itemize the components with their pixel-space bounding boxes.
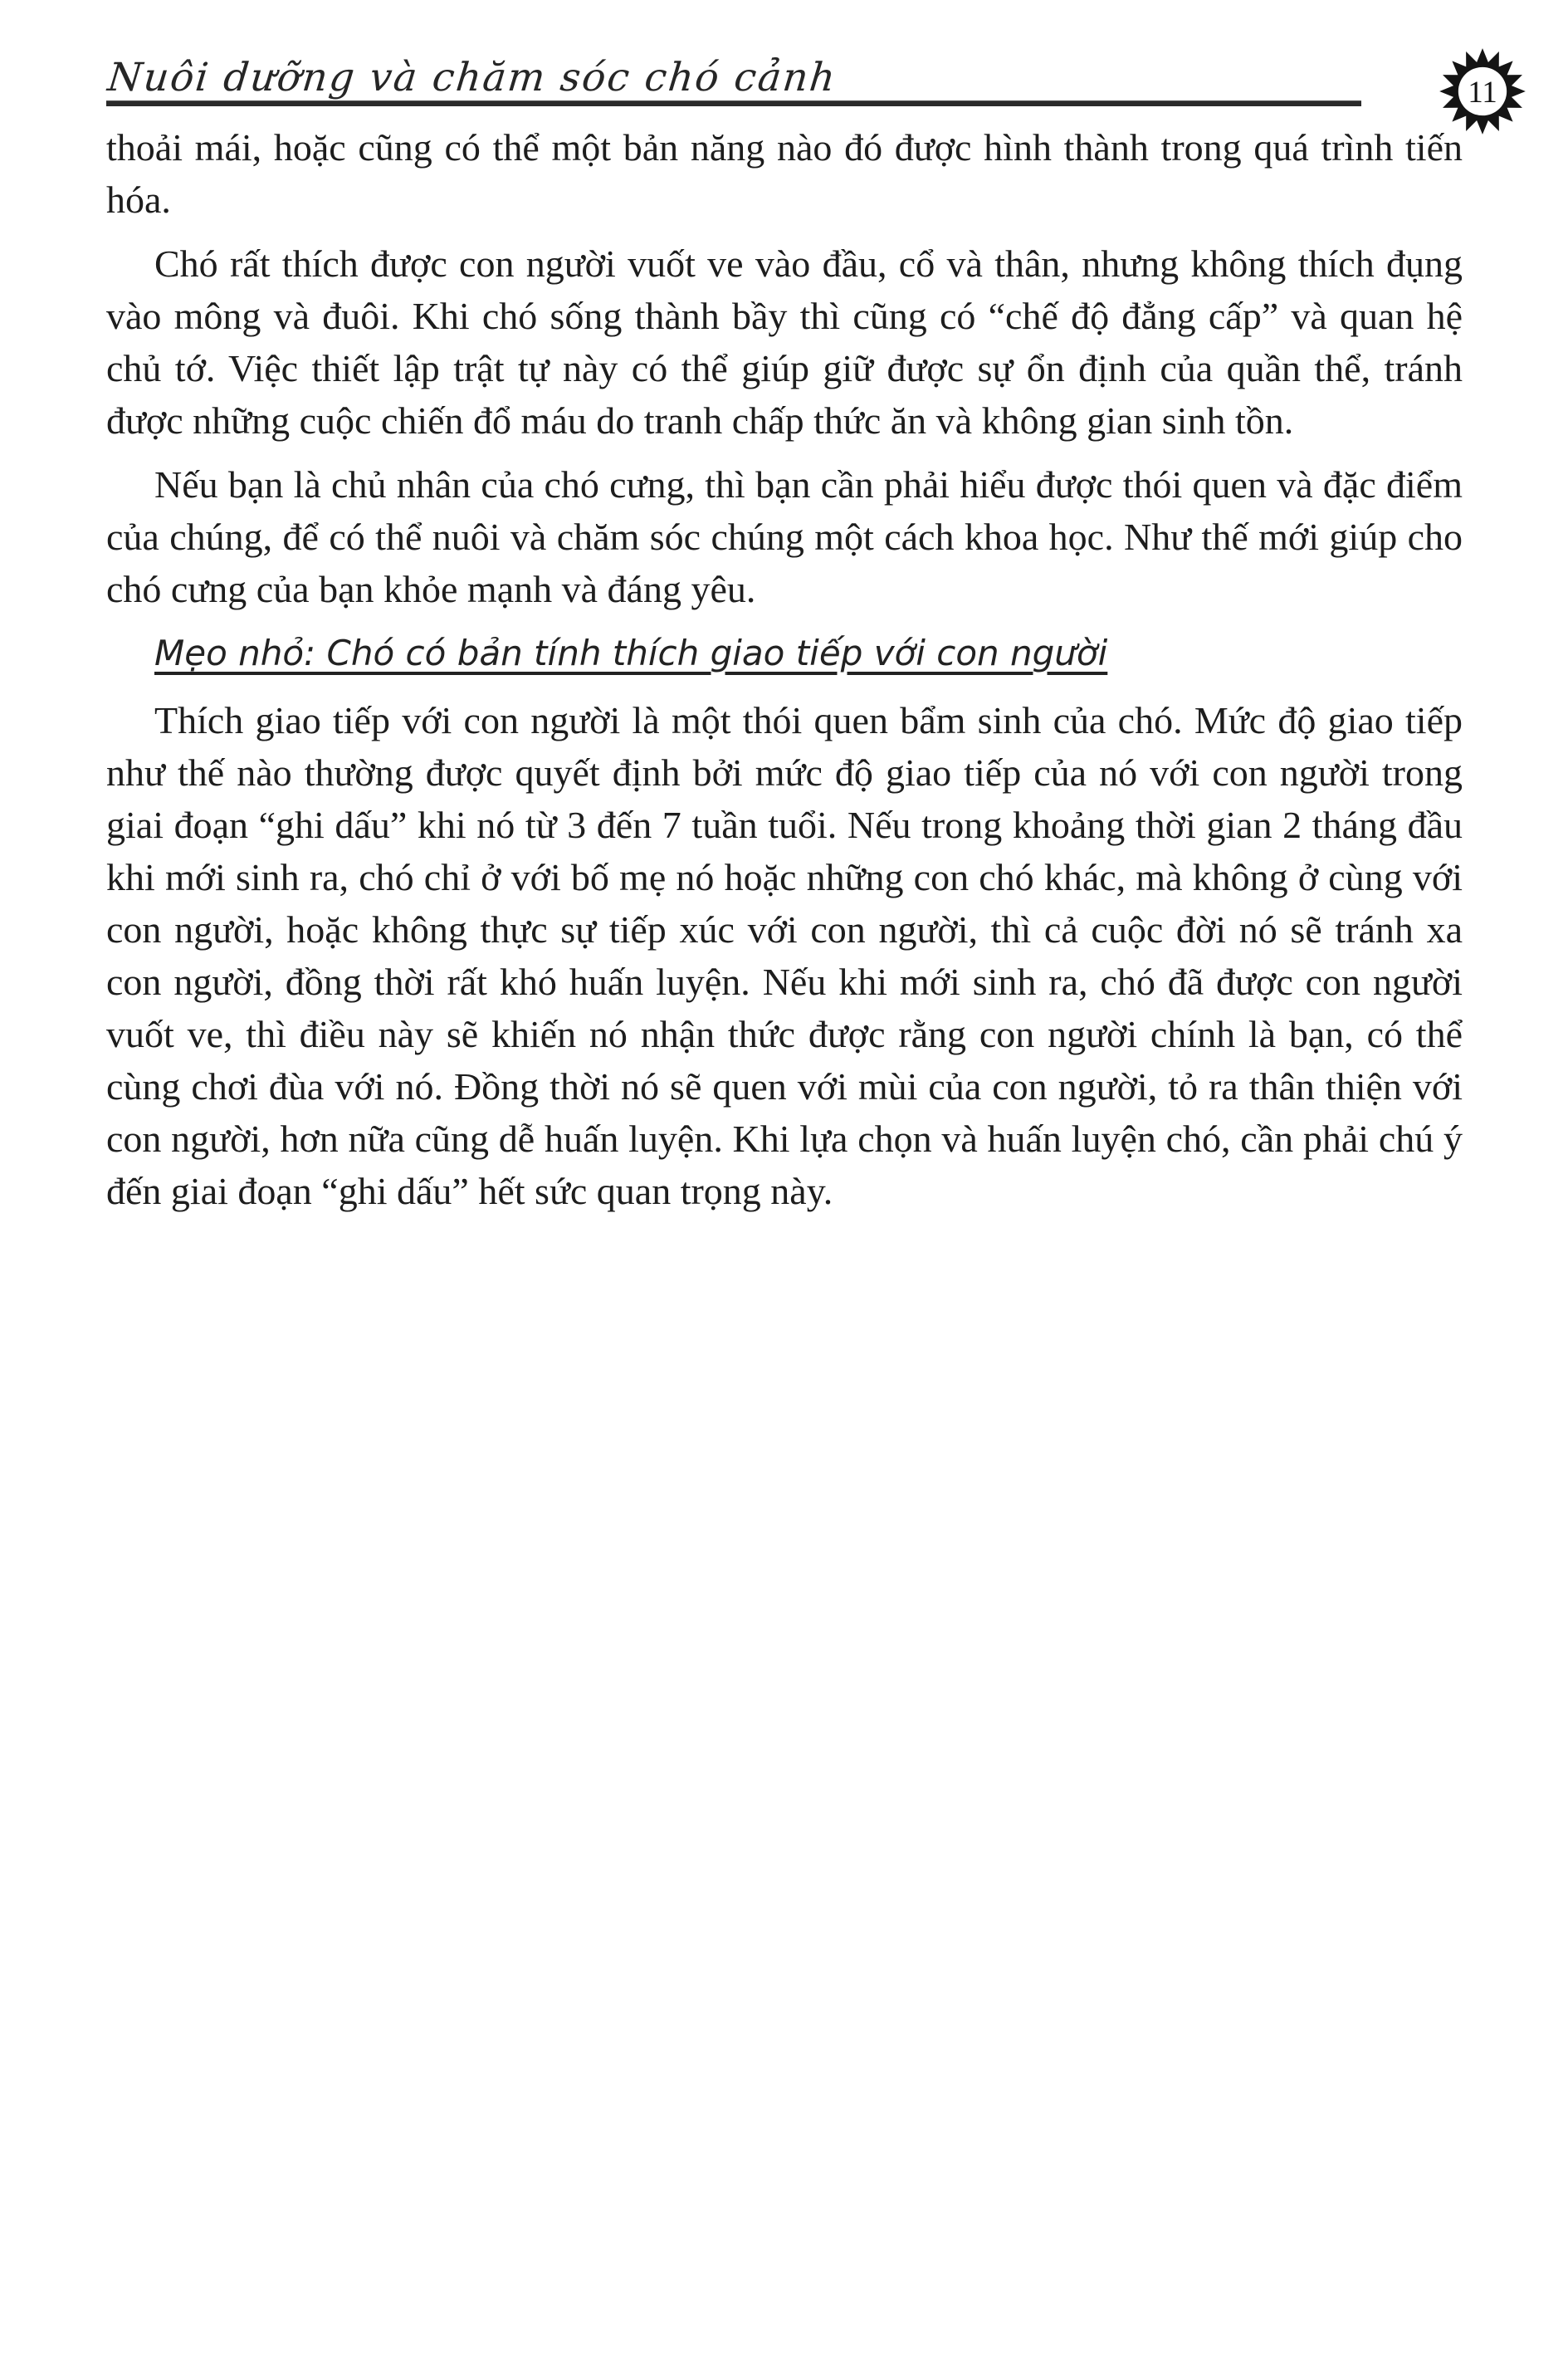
paragraph: Nếu bạn là chủ nhân của chó cưng, thì bạn cần phải hiểu được thói quen và đặc điểm của chúng, để có thể nuôi và chăm sóc chúng một cách khoa học. Như thế mới giúp cho chó cưng của bạn khỏe mạnh và đáng yêu. bbox=[106, 463, 1463, 610]
paragraph: Thích giao tiếp với con người là một thói quen bẩm sinh của chó. Mức độ giao tiếp như thế nào thường được quyết định bởi mức độ giao tiếp của nó với con người trong giai đoạn “ghi dấu” khi nó từ 3 đến 7 tuần tuổi. Nếu trong khoảng thời gian 2 tháng đầu khi mới sinh ra, chó chỉ ở với bố mẹ nó hoặc những con chó khác, mà không ở cùng với con người, hoặc không thực sự tiếp xúc với con người, thì cả cuộc đời nó sẽ tránh xa con người, đồng thời rất khó huấn luyện. Nếu khi mới sinh ra, chó đã được con người vuốt ve, thì điều này sẽ khiến nó nhận thức được rằng con người chính là bạn, có thể cùng chơi đùa với nó. Đồng thời nó sẽ quen với mùi của con người, tỏ ra thân thiện với con người, hơn nữa cũng dễ huấn luyện. Khi lựa chọn và huấn luyện chó, cần phải chú ý đến giai đoạn “ghi dấu” hết sức quan trọng này. bbox=[106, 699, 1463, 1212]
header-rule bbox=[106, 100, 1361, 106]
paragraph-continuation: thoải mái, hoặc cũng có thể một bản năng nào đó được hình thành trong quá trình tiến hóa. bbox=[106, 126, 1463, 221]
paragraph: Chó rất thích được con người vuốt ve vào đầu, cổ và thân, nhưng không thích đụng vào mông và đuôi. Khi chó sống thành bầy thì cũng có “chế độ đẳng cấp” và quan hệ chủ tớ. Việc thiết lập trật tự này có thể giúp giữ được sự ổn định của quần thể, tránh được những cuộc chiến đổ máu do tranh chấp thức ăn và không gian sinh tồn. bbox=[106, 242, 1463, 442]
page-content bbox=[106, 121, 1463, 1229]
running-head-title: Nuôi dưỡng và chăm sóc chó cảnh bbox=[105, 55, 839, 100]
page-number: 11 bbox=[1468, 74, 1497, 109]
tip-heading: Mẹo nhỏ: Chó có bản tính thích giao tiếp với con người bbox=[154, 633, 1108, 673]
